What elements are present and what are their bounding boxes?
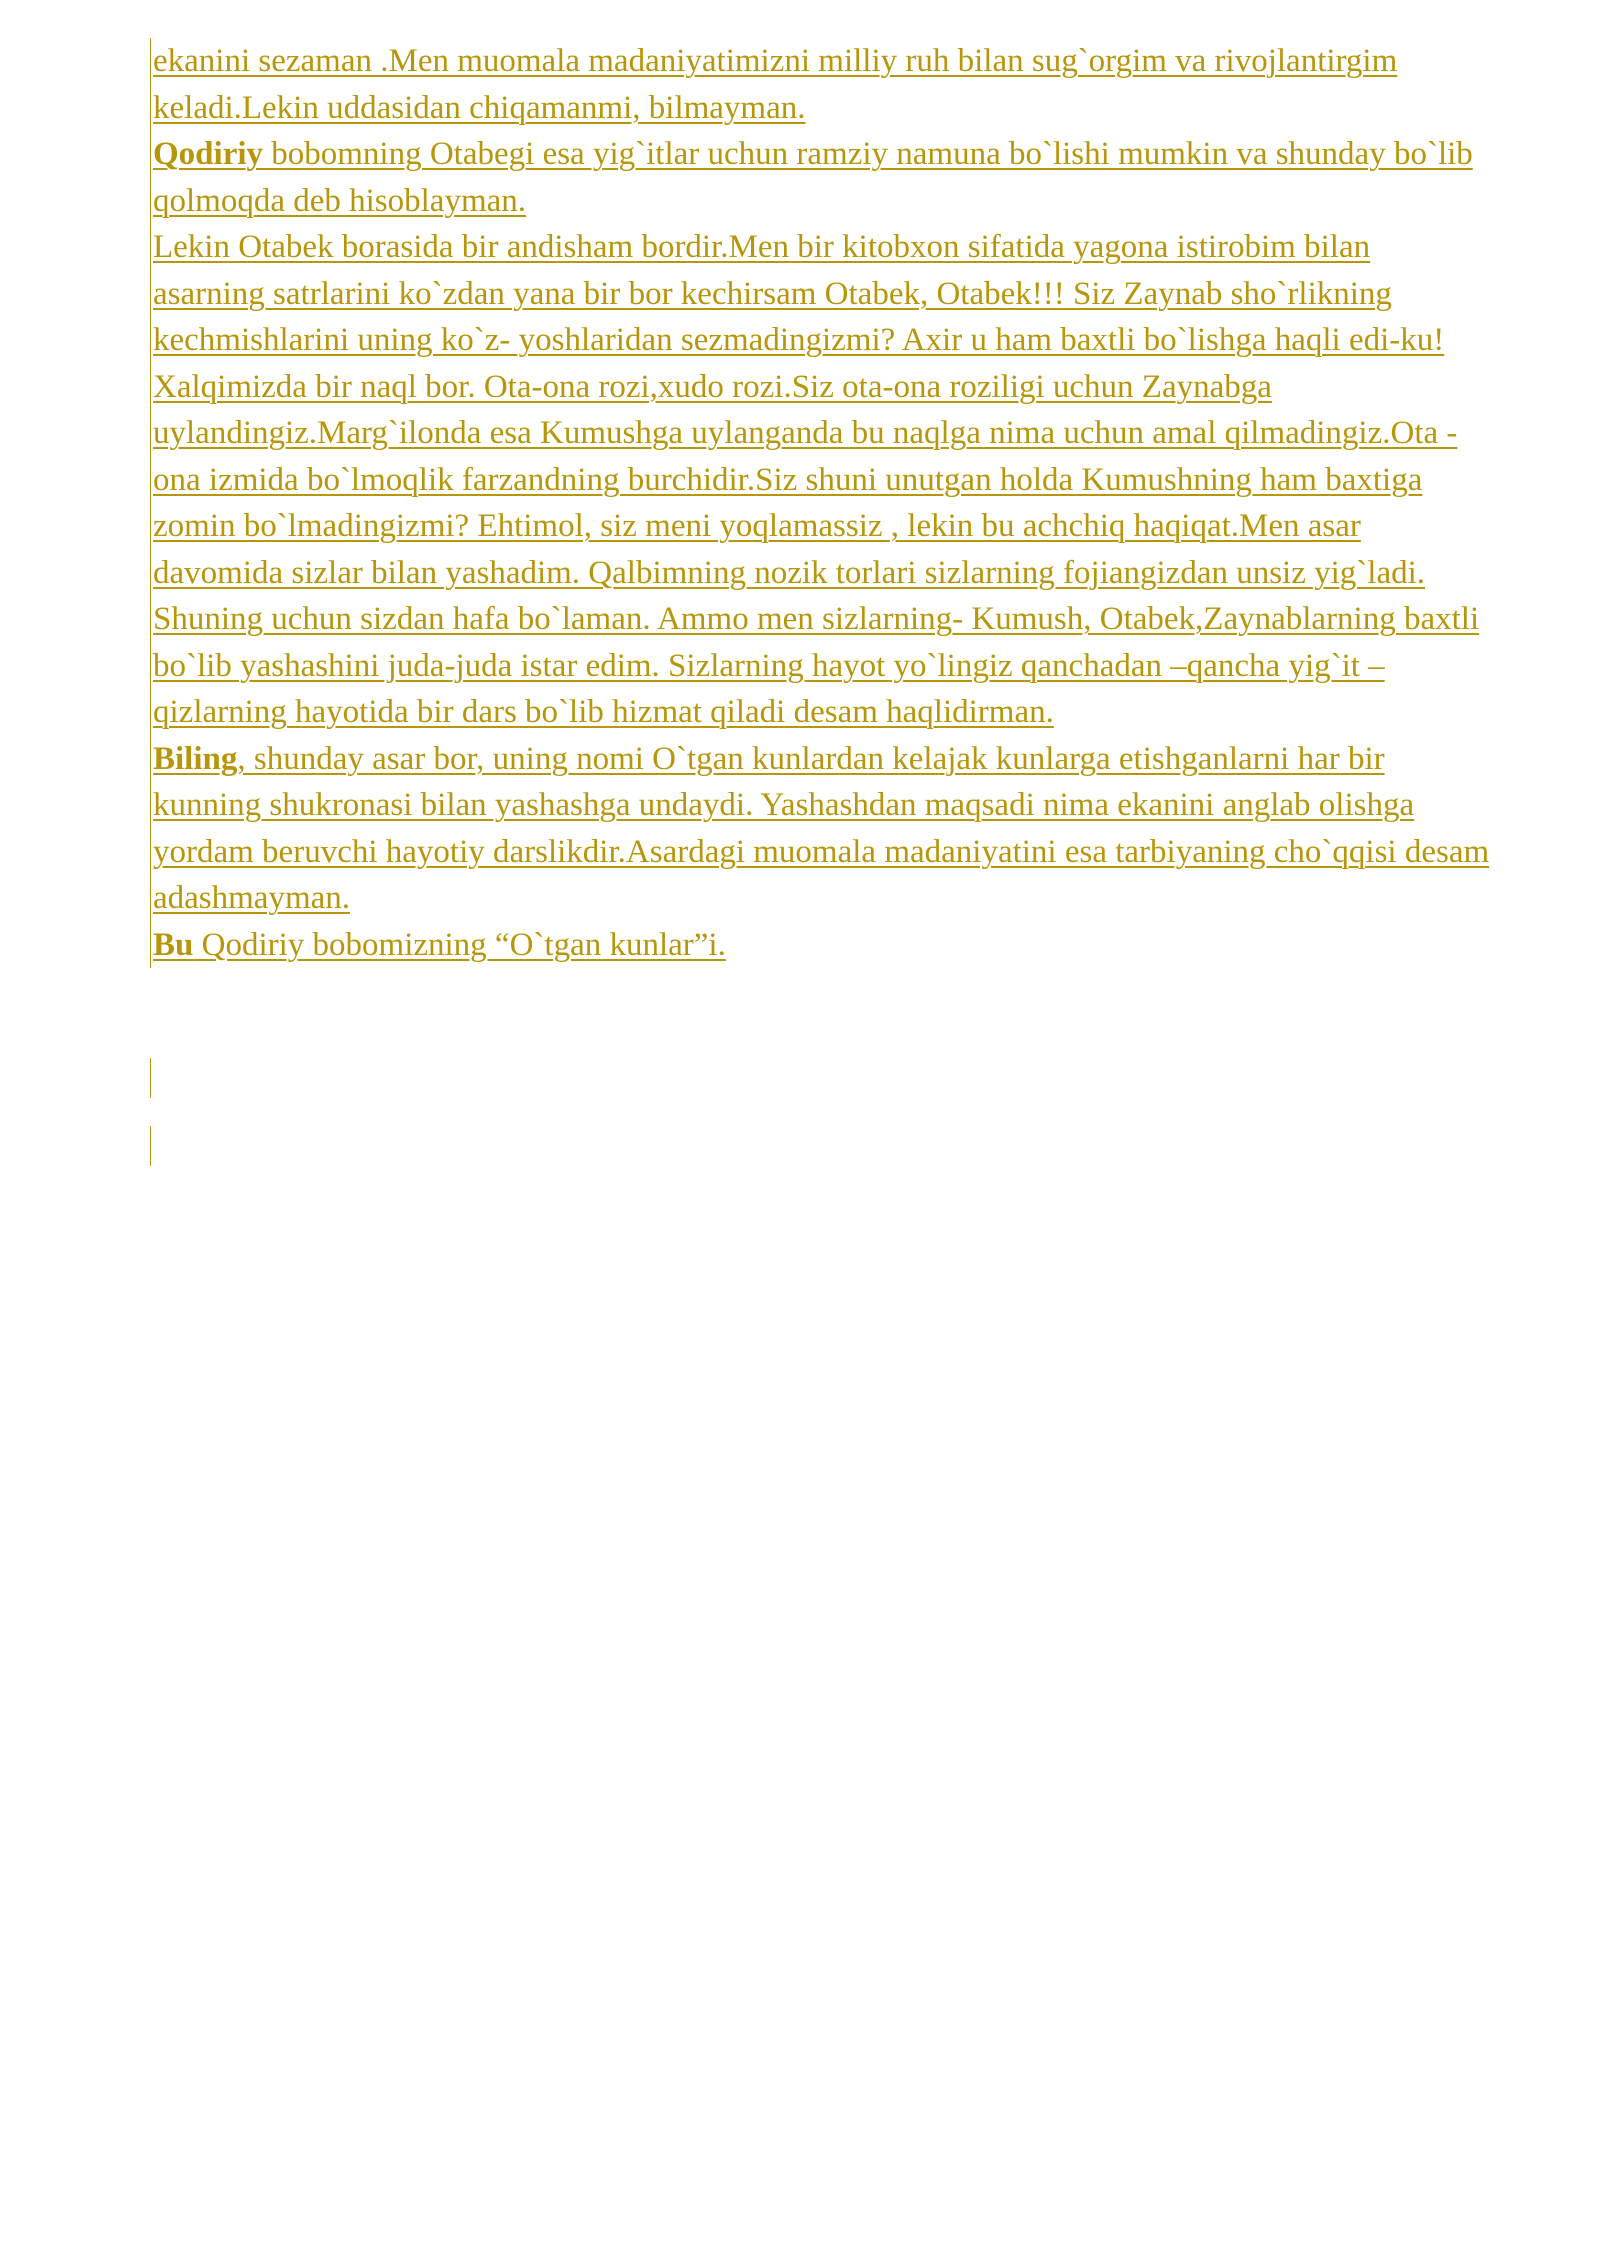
paragraph-1-text: ekanini sezaman .Men muomala madaniyatimizni milliy ruh bilan sug`orgim va rivojlantirgim keladi.Lekin uddasidan chiqamanmi, bilmayman. — [153, 43, 1398, 126]
paragraph-4-text: Xalqimizda bir naql bor. Ota-ona rozi,xudo rozi.Siz ota-ona roziligi uchun Zaynabga uylandingiz.Marg`ilonda esa Kumushga uylanganda bu naqlga nima uchun amal qilmadingiz.Ota -ona izmida bo`lmoqlik farzandning burchidir.Siz shuni unutgan holda Kumushning ham baxtiga zomin bo`lmadingizmi? Ehtimol, siz meni yoqlamassiz , lekin bu achchiq haqiqat.Men asar davomida sizlar bilan yashadim. Qalbimning nozik torlari sizlarning fojiangizdan unsiz yig`ladi. Shuning uchun sizdan hafa bo`laman. Ammo men sizlarning- Kumush, Otabek,Zaynablarning baxtli bo`lib yashashini juda-juda istar edim. Sizlarning hayot yo`lingiz qanchadan –qancha yig`it –qizlarning hayotida bir dars bo`lib hizmat qiladi desam haqlidirman. — [153, 368, 1480, 730]
paragraph-2-text: bobomning Otabegi esa yig`itlar uchun ramziy namuna bo`lishi mumkin va shunday bo`lib qolmoqda deb hisoblayman. — [153, 136, 1473, 219]
paragraph-6 — [150, 922, 1490, 969]
empty-line-marker-2 — [150, 1126, 151, 1166]
paragraph-5-text: , shunday asar bor, uning nomi O`tgan kunlardan kelajak kunlarga etishganlarni har bir kunning shukronasi bilan yashashga undaydi. Yashashdan maqsadi nima ekanini anglab olishga yordam beruvchi hayotiy darslikdir.Asardagi muomala madaniyatini esa tarbiyaning cho`qqisi desam adashmayman. — [153, 740, 1490, 916]
paragraph-2 — [150, 131, 1490, 224]
paragraph-6-text: Qodiriy bobomizning “O`tgan kunlar”i. — [193, 926, 726, 963]
document-body — [150, 38, 1490, 968]
empty-line-marker-1 — [150, 1058, 151, 1098]
paragraph-5 — [150, 736, 1490, 922]
paragraph-2-lead: Qodiriy — [153, 136, 264, 172]
paragraph-3-text: Lekin Otabek borasida bir andisham bordir.Men bir kitobxon sifatida yagona istirobim bilan asarning satrlarini ko`zdan yana bir bor kechirsam Otabek, Otabek!!! Siz Zaynab sho`rlikning kechmishlarini uning ko`z- yoshlaridan sezmadingizmi? Axir u ham baxtli bo`lishga haqli edi-ku! — [153, 229, 1445, 358]
paragraph-5-lead: Biling — [153, 740, 238, 777]
paragraph-3 — [150, 224, 1490, 364]
paragraph-4 — [150, 364, 1490, 736]
paragraph-6-lead: Bu — [153, 926, 194, 963]
paragraph-1 — [150, 38, 1490, 131]
